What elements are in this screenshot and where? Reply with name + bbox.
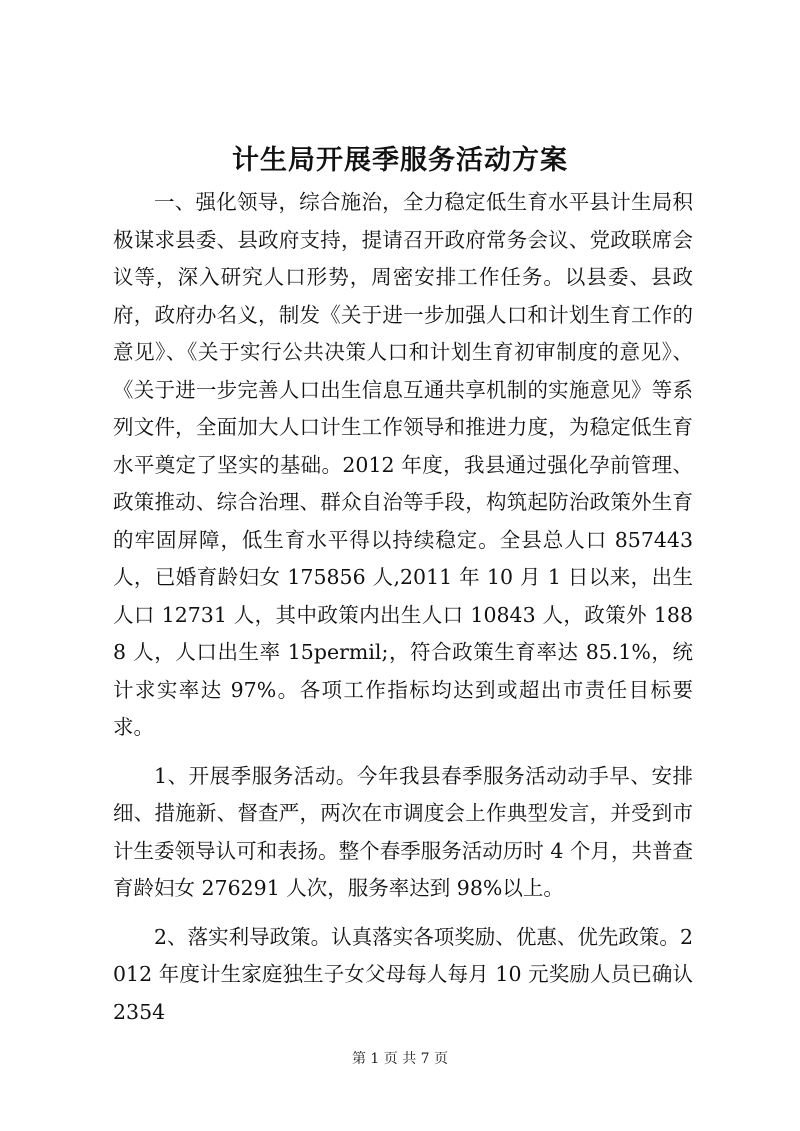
paragraph-leadership: 一、强化领导，综合施治，全力稳定低生育水平县计生局积极谋求县委、县政府支持，提请召开政府常务会议、党政联席会议等，深入研究人口形势，周密安排工作任务。以县委、县政府，政府办名义，制发《关于进一步加强人口和计划生育工作的意见》、《关于实行公共决策人口和计划生育初审制度的意见》、《关于进一步完善人口出生信息互通共享机制的实施意见》等系列文件，全面加大人口计生工作领导和推进力度，为稳定低生育水平奠定了坚实的基础。2012 年度，我县通过强化孕前管理、政策推动、综合治理、群众自治等手段，构筑起防治政策外生育的牢固屏障，低生育水平得以持续稳定。全县总人口 857443 人，已婚育龄妇女 175856 人,2011 年 10 月 1 日以来，出生人口 12731 人，其中政策内出生人口 10843 人，政策外 1888 人，人口出生率 15permil;，符合政策生育率达 85.1%，统计求实率达 97%。各项工作指标均达到或超出市责任目标要求。 — [113, 190, 693, 739]
paragraph-incentive-policy: 2、落实利导政策。认真落实各项奖励、优惠、优先政策。2012 年度计生家庭独生子女父母每人每月 10 元奖励人员已确认 2354 — [113, 924, 693, 1024]
document-title: 计生局开展季服务活动方案 — [232, 145, 568, 176]
document-body — [113, 184, 693, 1031]
page-number: 第 1 页 共 7 页 — [351, 1051, 449, 1067]
paragraph-seasonal-service: 1、开展季服务活动。今年我县春季服务活动动手早、安排细、措施新、督查严，两次在市调度会上作典型发言，并受到市计生委领导认可和表扬。整个春季服务活动历时 4 个月，共普查育龄妇女 276291 人次，服务率达到 98%以上。 — [113, 763, 693, 900]
